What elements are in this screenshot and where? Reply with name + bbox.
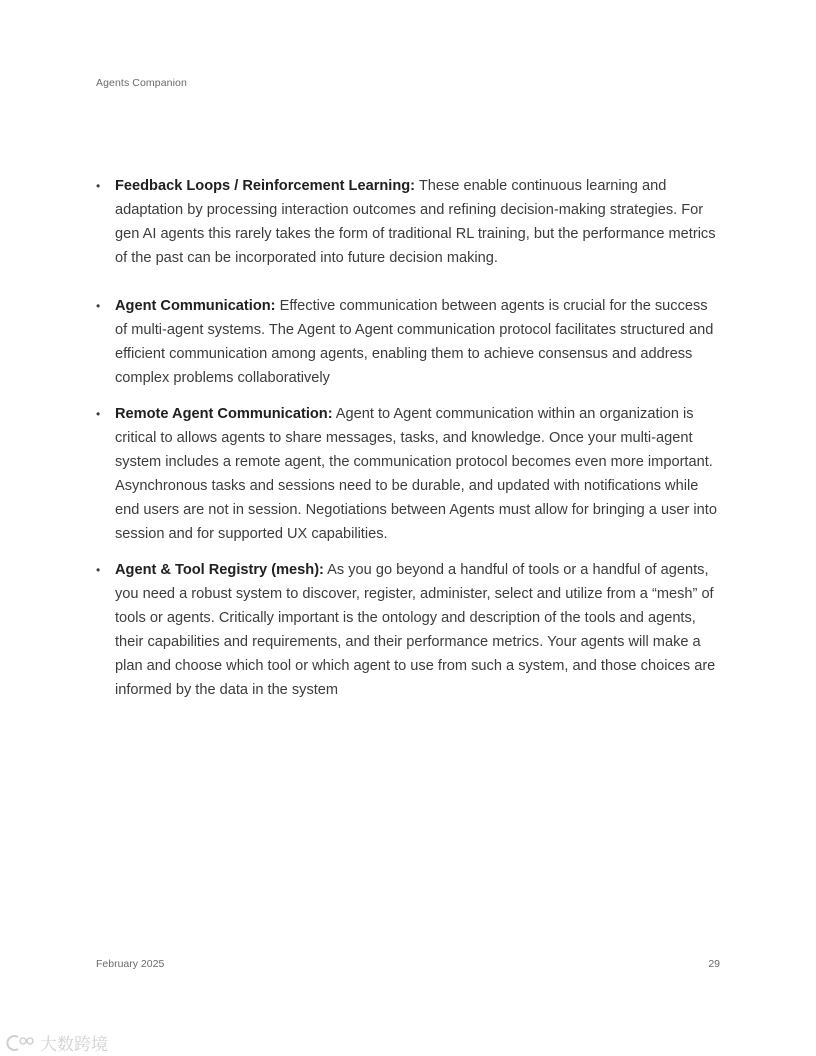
- bullet-icon: •: [96, 563, 101, 577]
- page-number: 29: [708, 958, 720, 970]
- bullet-list: [96, 174, 720, 702]
- footer-date: February 2025: [96, 958, 165, 970]
- watermark: [6, 1030, 108, 1055]
- bullet-title: Agent & Tool Registry (mesh):: [115, 562, 324, 578]
- watermark-text: 大数跨境: [40, 1035, 108, 1055]
- running-header: Agents Companion: [96, 77, 187, 89]
- bullet-icon: •: [96, 299, 101, 313]
- bullet-text: These enable continuous learning and adaptation by processing interaction outcomes and refining decision-making strategies. For gen AI agents this rarely takes the form of traditional RL training, but the performance metrics of the past can be incorporated into future decision making.: [115, 178, 716, 266]
- bullet-icon: •: [96, 179, 101, 193]
- bullet-text: Agent to Agent communication within an organization is critical to allows agents to share messages, tasks, and knowledge. Once your multi-agent system includes a remote agent, the communication protocol becomes even more important. Asynchronous tasks and sessions need to be durable, and updated with notifications while end users are not in session. Negotiations between Agents must allow for bringing a user into session and for supported UX capabilities.: [115, 406, 717, 542]
- bullet-text: As you go beyond a handful of tools or a handful of agents, you need a robust system to discover, register, administer, select and utilize from a “mesh” of tools or agents. Critically important is the ontology and description of the tools and agents, their capabilities and requirements, and their performance metrics. Your agents will make a plan and choose which tool or which agent to use from such a system, and those choices are informed by the data in the system: [115, 562, 716, 698]
- csdn-logo-icon: [6, 1033, 36, 1053]
- bullet-icon: •: [96, 407, 101, 421]
- list-item: [96, 402, 720, 546]
- bullet-title: Agent Communication:: [115, 298, 276, 314]
- list-item: [96, 294, 720, 390]
- bullet-title: Remote Agent Communication:: [115, 406, 333, 422]
- list-item: [96, 174, 720, 270]
- list-item: [96, 558, 720, 702]
- bullet-title: Feedback Loops / Reinforcement Learning:: [115, 178, 416, 194]
- bullet-text: Effective communication between agents is crucial for the success of multi-agent systems. The Agent to Agent communication protocol facilitates structured and efficient communication among agents, enabling them to achieve consensus and address complex problems collaboratively: [115, 298, 714, 386]
